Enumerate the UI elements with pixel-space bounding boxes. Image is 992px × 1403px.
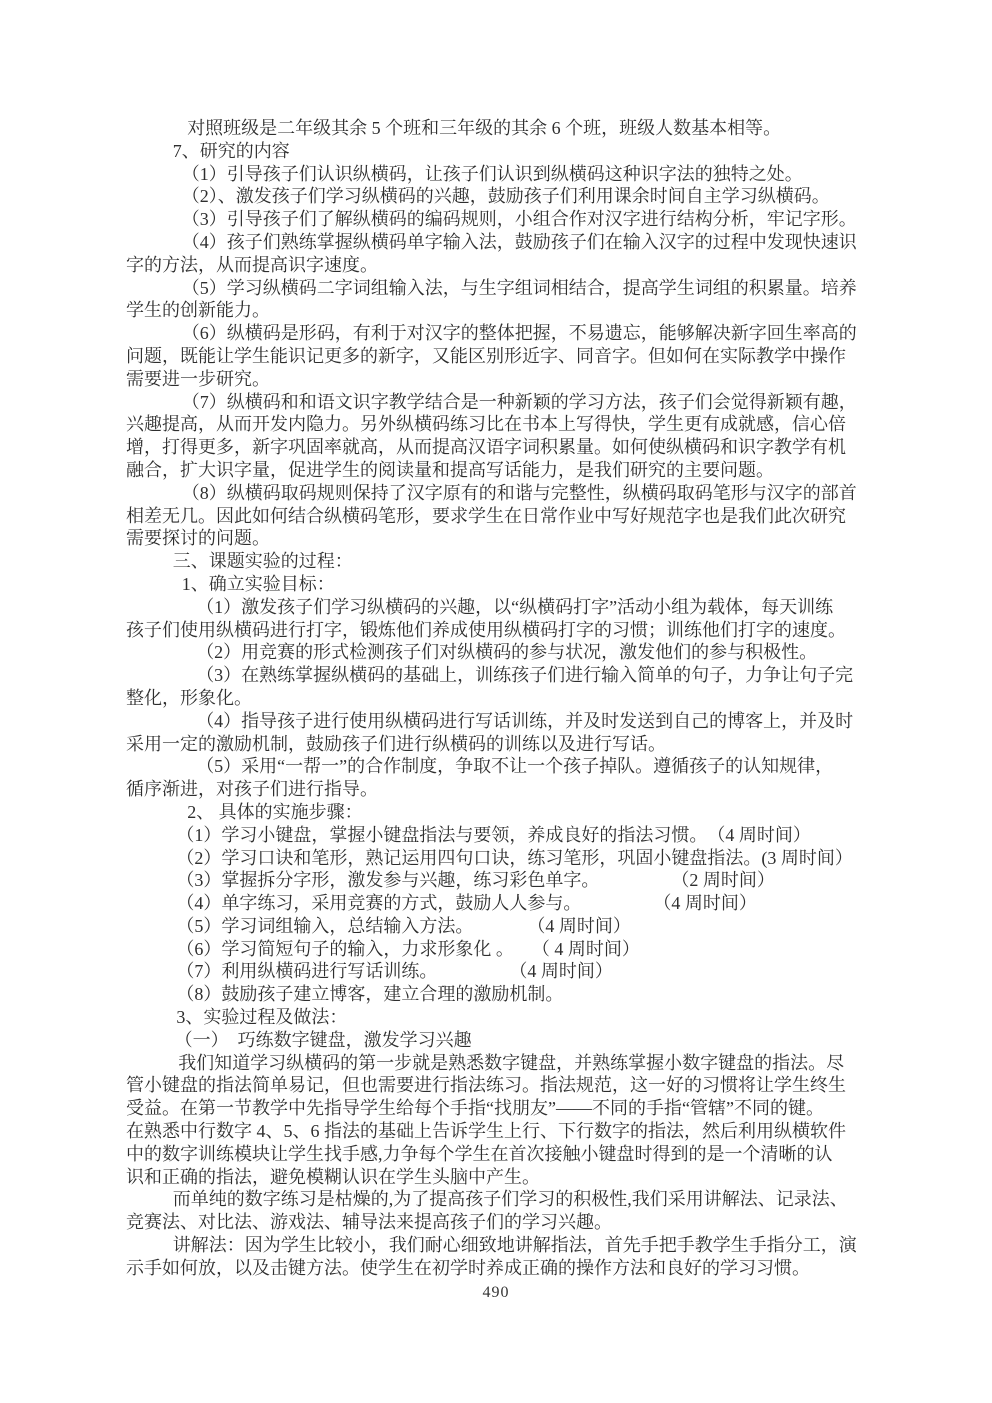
document-body [126,117,866,1280]
text-line: （1）激发孩子们学习纵横码的兴趣，以“纵横码打字”活动小组为载体，每天训练 [196,596,834,617]
text-line: （4）指导孩子进行使用纵横码进行写话训练，并及时发送到自己的博客上，并及时 [196,710,854,731]
text-line: （7）利用纵横码进行写话训练。 （4 周时间） [176,961,613,982]
text-line: 识和正确的指法，避免模糊认识在学生头脑中产生。 [126,1166,540,1187]
text-line: （5）采用“一帮一”的合作制度，争取不让一个孩子掉队。遵循孩子的认知规律， [196,756,834,777]
text-line: 管小键盘的指法简单易记，但也需要进行指法练习。指法规范，这一好的习惯将让学生终生 [126,1075,846,1096]
text-line: （8）纵横码取码规则保持了汉字原有的和谐与完整性，纵横码取码笔形与汉字的部首 [181,482,857,503]
text-line: 需要探讨的问题。 [126,528,270,549]
text-line: 融合，扩大识字量，促进学生的阅读量和提高写话能力，是我们研究的主要问题。 [126,459,774,480]
text-line: 孩子们使用纵横码进行打字，锻炼他们养成使用纵横码打字的习惯；训练他们打字的速度。 [126,619,846,640]
text-line: （3）掌握拆分字形，激发参与兴趣，练习彩色单字。 （2 周时间） [176,870,775,891]
text-line: 讲解法：因为学生比较小，我们耐心细致地讲解指法，首先手把手教学生手指分工，演 [172,1235,857,1256]
text-line: 兴趣提高，从而开发内隐力。另外纵横码练习比在书本上写得快，学生更有成就感，信心倍 [126,414,846,435]
text-line: （3）在熟练掌握纵横码的基础上，训练孩子们进行输入简单的句子，力争让句子完 [196,665,854,686]
text-line: （1）学习小键盘，掌握小键盘指法与要领，养成良好的指法习惯。 （4 周时间） [176,824,811,845]
text-line: （7）纵横码和和语文识字教学结合是一种新颖的学习方法，孩子们会觉得新颖有趣， [181,391,857,412]
text-line: 三、课题实验的过程： [172,551,353,572]
text-line: 需要进一步研究。 [126,368,270,389]
text-line: 循序渐进，对孩子们进行指导。 [126,779,378,800]
text-line: 3、实验过程及做法： [176,1007,348,1028]
text-line: （3）引导孩子们了解纵横码的编码规则，小组合作对汉字进行结构分析，牢记字形。 [181,209,857,230]
text-line: 字的方法，从而提高识字速度。 [126,254,378,275]
text-line: 对照班级是二年级其余 5 个班和三年级的其余 6 个班，班级人数基本相等。 [187,118,782,138]
text-line: 相差无几。因此如何结合纵横码笔形，要求学生在日常作业中写好规范字也是我们此次研究 [126,505,846,526]
text-line: （5）学习纵横码二字词组输入法，与生字组词相结合，提高学生词组的积累量。培养 [181,277,857,298]
text-line: 整化，形象化。 [126,687,252,708]
text-line: （2）学习口诀和笔形，熟记运用四句口诀，练习笔形，巩固小键盘指法。(3 周时间） [176,847,853,868]
text-line: 1、确立实验目标： [181,573,335,594]
text-line: 示手如何放，以及击键方法。使学生在初学时养成正确的操作方法和良好的学习习惯。 [126,1257,810,1278]
text-line: 学生的创新能力。 [126,300,270,321]
text-line: （一） 巧练数字键盘，激发学习兴趣 [174,1029,472,1050]
text-line: （2）用竞赛的形式检测孩子们对纵横码的参与状况，激发他们的参与积极性。 [196,642,818,663]
text-line: 中的数字训练模块让学生找手感,力争每个学生在首次接触小键盘时得到的是一个清晰的认 [126,1143,833,1164]
text-line: （6）纵横码是形码，有利于对汉字的整体把握，不易遗忘，能够解决新字回生率高的 [181,323,857,344]
text-line: 竞赛法、对比法、游戏法、辅导法来提高孩子们的学习兴趣。 [126,1212,612,1233]
text-line: 我们知道学习纵横码的第一步就是熟悉数字键盘，并熟练掌握小数字键盘的指法。尽 [178,1052,845,1073]
page-number: 490 [482,1284,510,1301]
text-line: 2、 具体的实施步骤： [187,801,363,822]
text-line: 在熟悉中行数字 4、5、6 指法的基础上告诉学生上行、下行数字的指法，然后利用纵横软件 [126,1121,846,1142]
text-line: 而单纯的数字练习是枯燥的,为了提高孩子们学习的积极性,我们采用讲解法、记录法、 [172,1189,848,1210]
text-line: （2）、激发孩子们学习纵横码的兴趣，鼓励孩子们利用课余时间自主学习纵横码。 [181,186,830,207]
text-line: （1）引导孩子们认识纵横码，让孩子们认识到纵横码这种识字法的独特之处。 [181,163,803,184]
text-line: 受益。在第一节教学中先指导学生给每个手指“找朋友”——不同的手指“管辖”不同的键。 [126,1098,824,1119]
text-line: 7、研究的内容 [172,140,290,161]
text-line: （4）单字练习，采用竞赛的方式，鼓励人人参与。 （4 周时间） [176,893,757,914]
text-line: （6）学习简短句子的输入，力求形象化 。 （ 4 周时间） [176,938,640,959]
text-line: 问题，既能让学生能识记更多的新字，又能区别形近字、同音字。但如何在实际教学中操作 [126,345,846,366]
text-line: 增，打得更多，新字巩固率就高，从而提高汉语字词积累量。如何使纵横码和识字教学有机 [126,437,846,458]
text-line: （8）鼓励孩子建立博客，建立合理的激励机制。 [176,984,564,1005]
text-line: 采用一定的激励机制，鼓励孩子们进行纵横码的训练以及进行写话。 [126,733,666,754]
text-line: （4）孩子们熟练掌握纵横码单字输入法，鼓励孩子们在输入汉字的过程中发现快速识 [181,231,857,252]
text-line: （5）学习词组输入，总结输入方法。 （4 周时间） [176,915,631,936]
